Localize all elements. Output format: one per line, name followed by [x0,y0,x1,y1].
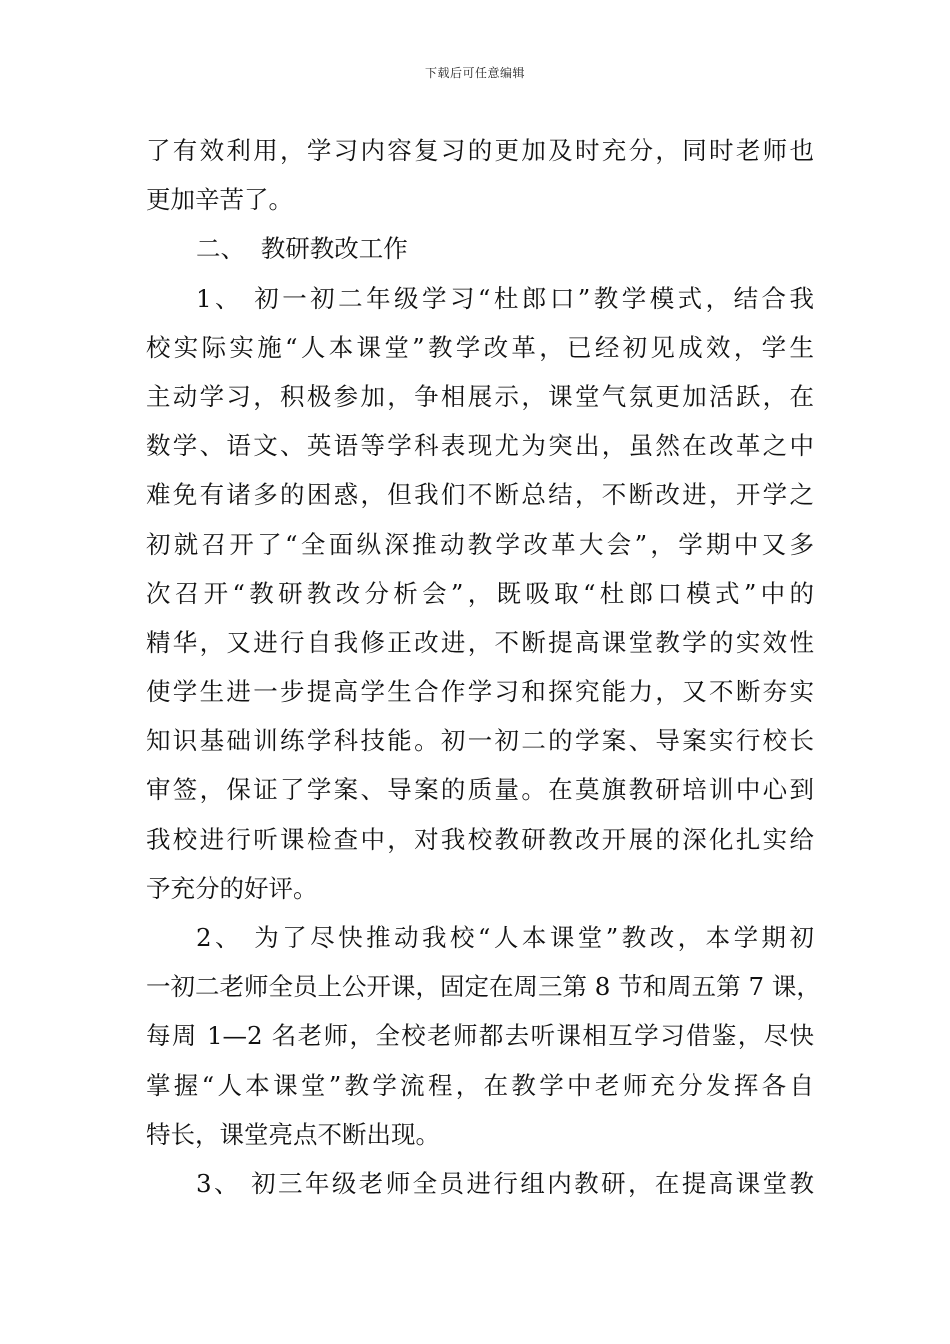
page-header-note: 下载后可任意编辑 [424,66,525,80]
document-body [146,126,821,1208]
text-line: 1、 初一初二年级学习“杜郎口”教学模式，结合我 [196,283,814,313]
text-line: 2、 为了尽快推动我校“人本课堂”教改，本学期初 [196,923,814,952]
text-line: 初就召开了“全面纵深推动教学改革大会”，学期中又多 [146,529,814,559]
text-line: 每周 1—2 名老师，全校老师都去听课相互学习借鉴，尽快 [146,1021,814,1051]
text-line: 校实际实施“人本课堂”教学改革，已经初见成效，学生 [146,332,814,362]
text-line: 难免有诸多的困惑，但我们不断总结，不断改进，开学之 [146,480,814,510]
section-heading [146,224,814,273]
text-line: 数学、语文、英语等学科表现尤为突出，虽然在改革之中 [146,431,814,461]
text-line: 3、 初三年级老师全员进行组内教研，在提高课堂教 [196,1168,814,1198]
paragraph-2 [146,913,821,1159]
text-line: 了有效利用，学习内容复习的更加及时充分，同时老师也 [146,136,814,165]
text-line: 审签，保证了学案、导案的质量。在莫旗教研培训中心到 [146,775,814,805]
text-line: 次召开“教研教改分析会”，既吸取“杜郎口模式”中的 [146,578,814,608]
paragraph-1 [146,274,814,913]
text-line: 予充分的好评。 [146,873,318,903]
paragraph-continuation [146,126,814,224]
section-heading-text: 二、 教研教改工作 [196,234,408,264]
text-line: 使学生进一步提高学生合作学习和探究能力，又不断夯实 [146,677,814,707]
text-line: 精华，又进行自我修正改进，不断提高课堂教学的实效性 [146,627,814,657]
text-line: 知识基础训练学科技能。初一初二的学案、导案实行校长 [146,726,814,756]
text-line: 掌握“人本课堂”教学流程，在教学中老师充分发挥各自 [146,1070,814,1100]
text-line: 我校进行听课检查中，对我校教研教改开展的深化扎实给 [146,824,814,854]
text-line: 更加辛苦了。 [146,185,293,215]
text-line: 一初二老师全员上公开课，固定在周三第 8 节和周五第 7 课， [146,972,821,1002]
paragraph-3 [146,1159,814,1208]
text-line: 主动学习，积极参加，争相展示，课堂气氛更加活跃，在 [146,381,814,411]
text-line: 特长，课堂亮点不断出现。 [146,1119,440,1149]
